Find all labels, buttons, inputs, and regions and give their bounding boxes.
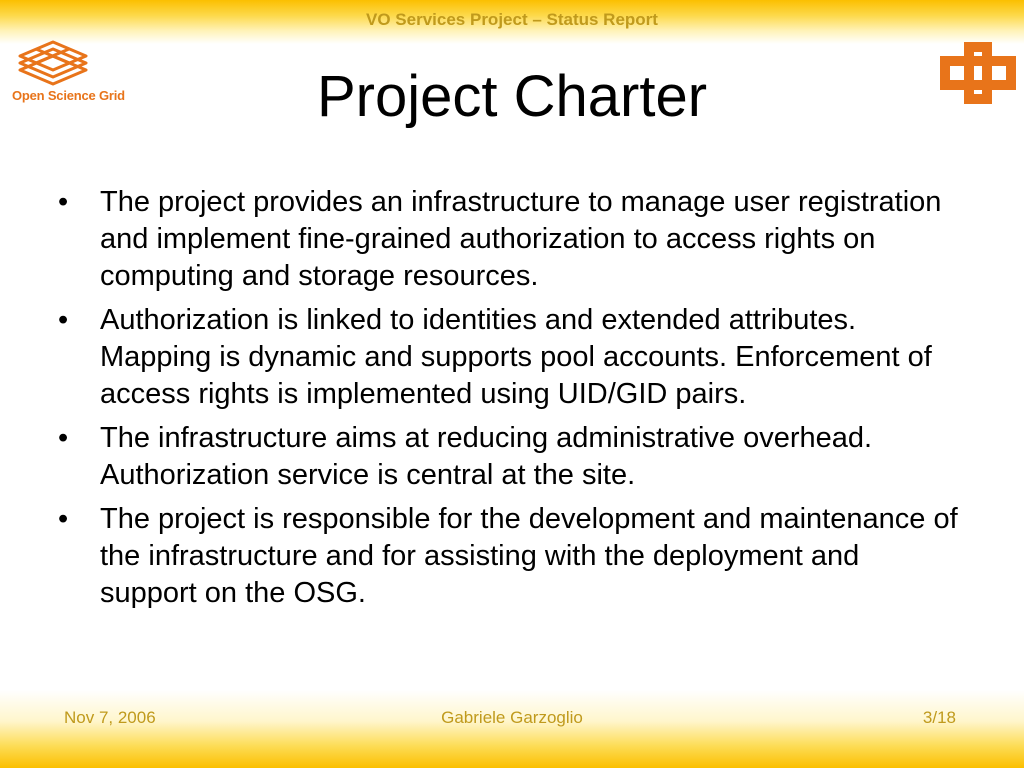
bullet-item (58, 501, 958, 612)
footer-author: Gabriele Garzoglio (441, 708, 583, 727)
page-number: 3/18 (922, 708, 956, 727)
bullet-item (58, 302, 958, 413)
slide-title: Project Charter (316, 64, 708, 129)
bullet-list (58, 184, 958, 619)
bullet-icon: • (58, 186, 69, 218)
bullet-text: Authorization is linked to identities and extended attributes. Mapping is dynamic and supports pool accounts. Enforcement of access rights is implemented using UID/GID pairs. (100, 304, 932, 410)
bullet-icon: • (58, 503, 69, 535)
bullet-icon: • (58, 304, 69, 336)
footer-date: Nov 7, 2006 (64, 708, 156, 727)
open-science-grid-logo-text: Open Science Grid (12, 88, 125, 103)
bullet-icon: • (58, 422, 69, 454)
header-title: VO Services Project – Status Report (366, 10, 658, 29)
bullet-text: The infrastructure aims at reducing administrative overhead. Authorization service is central at the site. (100, 422, 873, 491)
bullet-item (58, 184, 958, 295)
bullet-item (58, 420, 958, 494)
footer-band (0, 690, 1024, 768)
bullet-text: The project is responsible for the development and maintenance of the infrastructure and for assisting with the deployment and support on the OSG. (100, 503, 958, 609)
bullet-text: The project provides an infrastructure to manage user registration and implement fine-grained authorization to access rights on computing and storage resources. (100, 186, 942, 292)
